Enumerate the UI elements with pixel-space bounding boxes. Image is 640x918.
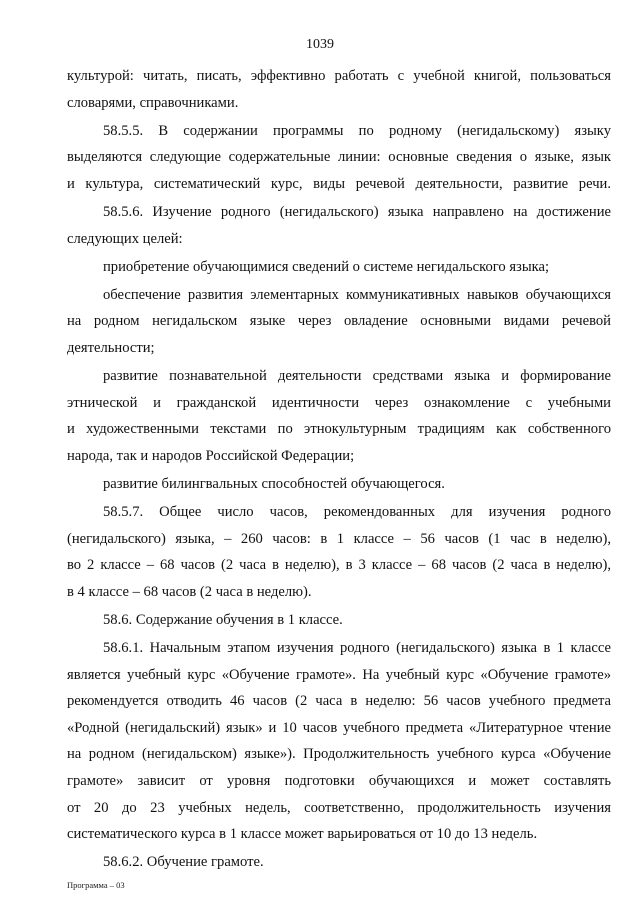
paragraph-58-5-7: 58.5.7. Общее число часов, рекомендованных для изучения родного: [103, 504, 611, 520]
paragraph-58-6: 58.6. Содержание обучения в 1 классе.: [103, 611, 343, 628]
text-line: деятельности;: [67, 339, 155, 356]
paragraph-58-6-2: 58.6.2. Обучение грамоте.: [103, 854, 264, 871]
text-line: рекомендуется отводить 46 часов (2 часа в неделю: 56 часов учебного предмета: [67, 693, 611, 710]
document-body: [67, 63, 611, 876]
paragraph-58-6-1: 58.6.1. Начальным этапом изучения родного (негидальского) языка в 1 классе: [103, 639, 611, 656]
text-line: народа, так и народов Российской Федерации;: [67, 447, 355, 464]
text-line: следующих целей:: [67, 230, 183, 247]
list-item: развитие билингвальных способностей обучающегося.: [103, 475, 445, 492]
footer-label: Программа – 03: [67, 880, 125, 890]
text-line: этнической и гражданской идентичности через ознакомление с учебными: [67, 394, 611, 411]
text-line: грамоте» зависит от уровня подготовки обучающихся и может составлять: [67, 772, 611, 789]
paragraph-58-5-5: 58.5.5. В содержании программы по родному (негидальскому) языку: [103, 122, 611, 139]
text-line: культурой: читать, писать, эффективно работать с учебной книгой, пользоваться: [67, 68, 611, 84]
text-line: и культура, систематический курс, виды речевой деятельности, развитие речи.: [67, 175, 611, 192]
text-line: «Родной (негидальский) язык» и 10 часов учебного предмета «Литературное чтение: [67, 719, 611, 736]
text-line: на родном (негидальском) языке»). Продолжительность учебного курса «Обучение: [67, 746, 611, 763]
text-line: от 20 до 23 учебных недель, соответственно, продолжительность изучения: [67, 799, 611, 816]
text-line: в 4 классе – 68 часов (2 часа в неделю).: [67, 583, 312, 600]
paragraph-58-5-6: 58.5.6. Изучение родного (негидальского) языка направлено на достижение: [103, 203, 611, 220]
text-line: во 2 классе – 68 часов (2 часа в неделю), в 3 классе – 68 часов (2 часа в неделю),: [67, 557, 611, 574]
list-item: приобретение обучающимися сведений о системе негидальского языка;: [103, 258, 550, 275]
text-line: является учебный курс «Обучение грамоте». На учебный курс «Обучение грамоте»: [67, 666, 611, 683]
text-line: на родном негидальском языке через овладение основными видами речевой: [67, 313, 611, 330]
page-number: 1039: [306, 37, 334, 52]
text-line: словарями, справочниками.: [67, 94, 239, 111]
list-item: развитие познавательной деятельности средствами языка и формирование: [103, 368, 611, 385]
list-item: обеспечение развития элементарных коммуникативных навыков обучающихся: [103, 286, 611, 303]
text-line: и художественными текстами по этнокультурным традициям как собственного: [67, 421, 611, 438]
text-line: систематического курса в 1 классе может варьироваться от 10 до 13 недель.: [67, 826, 538, 843]
text-line: выделяются следующие содержательные линии: основные сведения о языке, язык: [67, 149, 611, 166]
text-line: (негидальского) языка, – 260 часов: в 1 классе – 56 часов (1 час в неделю),: [67, 530, 611, 547]
